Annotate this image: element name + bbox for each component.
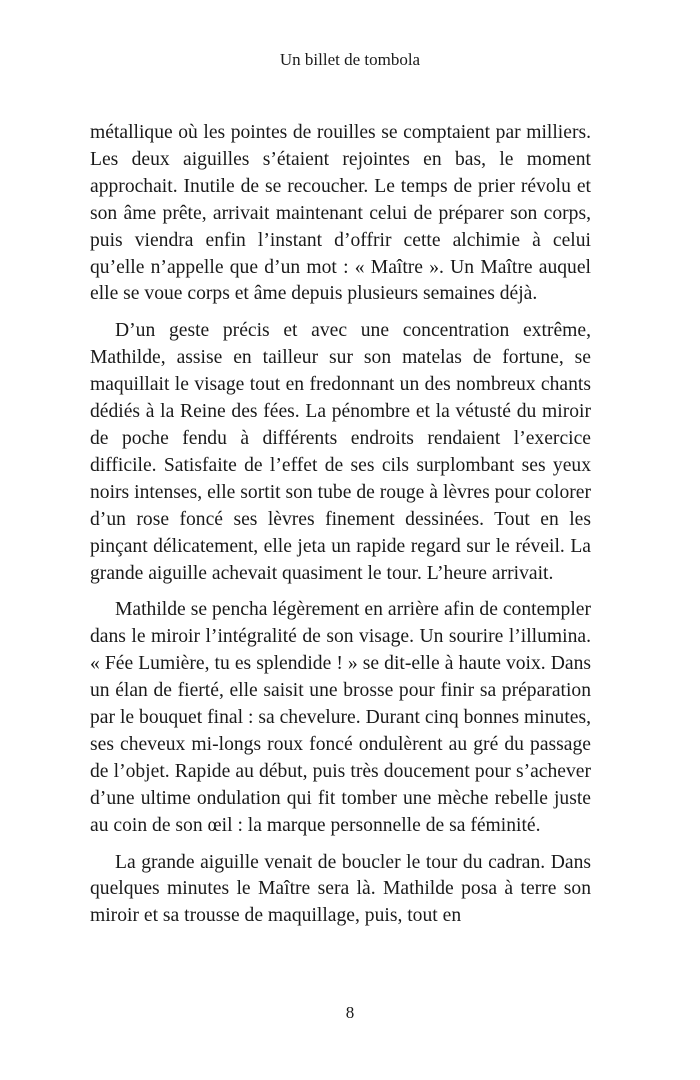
paragraph-1: métallique où les pointes de rouilles se comptaient par milliers. Les deux aiguilles s’étaient rejointes en bas, le moment approchait. Inutile de se recoucher. Le temps de prier révolu et son âme prête, arrivait maintenant celui de préparer son corps, puis viendra enfin l’instant d’offrir cette alchimie à celui qu’elle n’appelle que d’un mot : « Maître ». Un Maître auquel elle se voue corps et âme depuis plusieurs semaines déjà. [90,122,591,305]
paragraph-4: La grande aiguille venait de boucler le tour du cadran. Dans quelques minutes le Maître sera là. Mathilde posa à terre son miroir et sa trousse de maquillage, puis, tout en [90,851,591,927]
body-text [90,120,591,940]
paragraph-3: Mathilde se pencha légèrement en arrière afin de contempler dans le miroir l’intégralité de son visage. Un sourire l’illumina. « Fée Lumière, tu es splendide ! » se dit-elle à haute voix. Dans un élan de fierté, elle saisit une brosse pour finir sa préparation par le bouquet final : sa chevelure. Durant cinq bonnes minutes, ses cheveux mi-longs roux foncé ondulèrent au gré du passage de l’objet. Rapide au début, puis très doucement pour s’achever d’une ultime ondulation qui fit tomber une mèche rebelle juste au coin de son œil : la marque personnelle de sa féminité. [90,599,591,836]
paragraph-2: D’un geste précis et avec une concentration extrême, Mathilde, assise en tailleur sur son matelas de fortune, se maquillait le visage tout en fredonnant un des nombreux chants dédiés à la Reine des fées. La pénombre et la vétusté du miroir de poche fendu à différents endroits rendaient l’exercice difficile. Satisfaite de l’effet de ses cils surplombant ses yeux noirs intenses, elle sortit son tube de rouge à lèvres pour colorer d’un rose foncé ses lèvres finement dessinées. Tout en les pinçant délicatement, elle jeta un rapide regard sur le réveil. La grande aiguille achevait quasiment le tour. L’heure arrivait. [90,320,591,584]
page-number: 8 [345,1003,355,1022]
running-title: Un billet de tombola [279,50,421,69]
